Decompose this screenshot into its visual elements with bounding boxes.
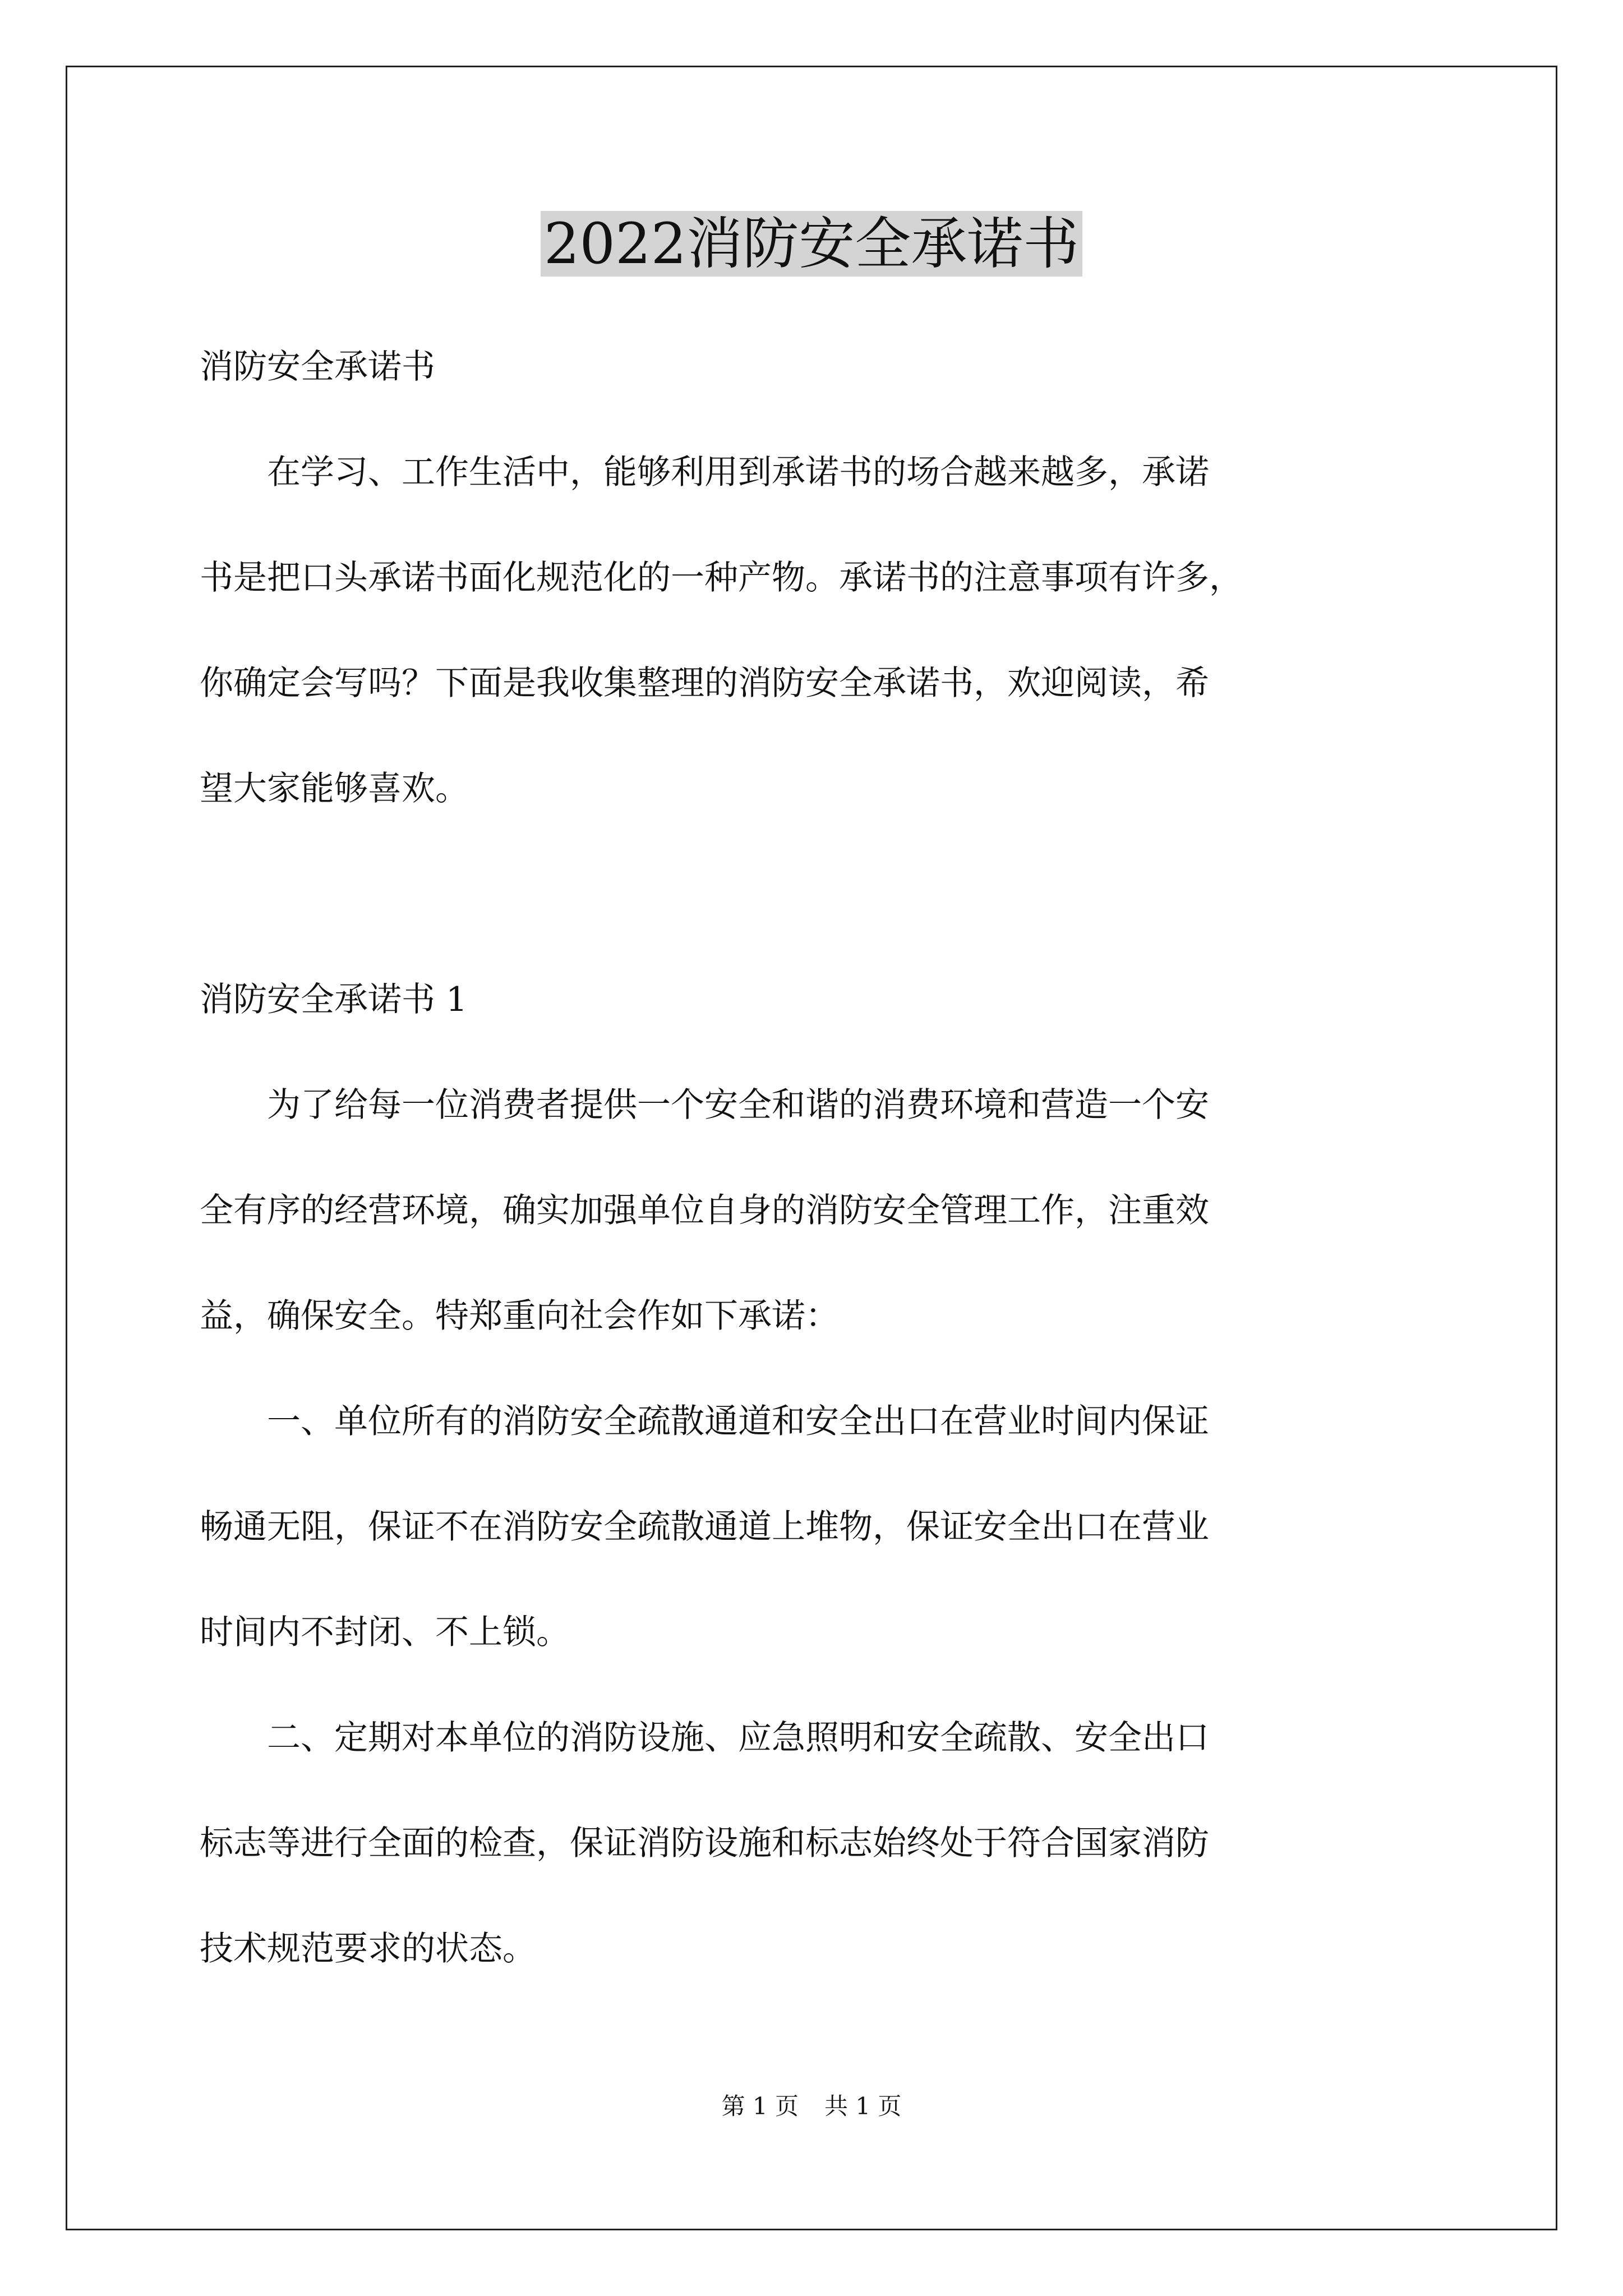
document-title-text: 2022消防安全承诺书 — [541, 211, 1083, 277]
section-spacer — [200, 841, 1433, 947]
document-subtitle: 消防安全承诺书 — [200, 347, 435, 386]
section-1-line: 标志等进行全面的检查，保证消防设施和标志始终处于符合国家消防 — [200, 1824, 1209, 1863]
intro-line: 望大家能够喜欢。 — [200, 769, 469, 808]
section-1-heading: 消防安全承诺书 1 — [200, 980, 468, 1019]
intro-line: 在学习、工作生活中，能够利用到承诺书的场合越来越多，承诺 — [200, 453, 1209, 492]
section-1-line: 二、定期对本单位的消防设施、应急照明和安全疏散、安全出口 — [200, 1718, 1209, 1757]
section-1-line: 时间内不封闭、不上锁。 — [200, 1613, 570, 1652]
page-number: 第 1 页 — [721, 2092, 799, 2120]
section-1-line: 一、单位所有的消防安全疏散通道和安全出口在营业时间内保证 — [200, 1402, 1209, 1441]
section-1-line: 为了给每一位消费者提供一个安全和谐的消费环境和营造一个安 — [200, 1085, 1209, 1125]
intro-line: 书是把口头承诺书面化规范化的一种产物。承诺书的注意事项有许多， — [200, 558, 1243, 597]
section-1-line: 益，确保安全。特郑重向社会作如下承诺： — [200, 1296, 839, 1336]
section-1-line: 全有序的经营环境，确实加强单位自身的消防安全管理工作，注重效 — [200, 1191, 1209, 1230]
intro-line: 你确定会写吗？下面是我收集整理的消防安全承诺书，欢迎阅读，希 — [200, 664, 1209, 703]
document-body — [200, 314, 1433, 2001]
document-title — [0, 208, 1623, 280]
section-1-line: 技术规范要求的状态。 — [200, 1929, 536, 1968]
page-total: 共 1 页 — [824, 2092, 902, 2120]
section-1-line: 畅通无阻，保证不在消防安全疏散通道上堆物，保证安全出口在营业 — [200, 1507, 1209, 1547]
page-footer — [0, 2090, 1623, 2123]
